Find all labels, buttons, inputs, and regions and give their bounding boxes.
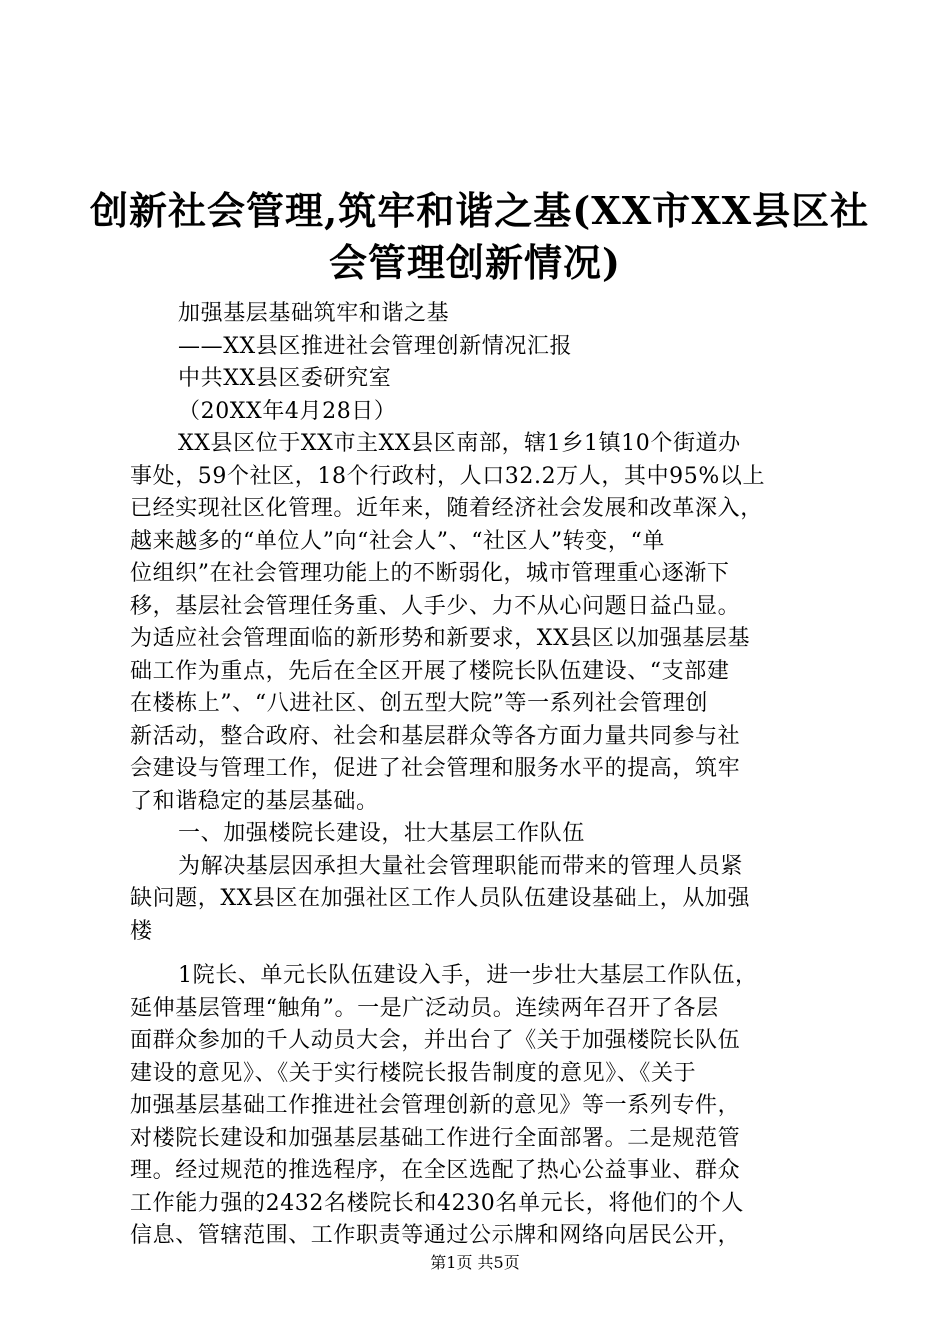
body-line: 移，基层社会管理任务重、人手少、力不从心问题日益凸显。 xyxy=(130,593,741,619)
body-line: 对楼院长建设和加强基层基础工作进行全面部署。二是规范管 xyxy=(130,1125,741,1151)
body-line: 为适应社会管理面临的新形势和新要求，XX县区以加强基层基 xyxy=(130,626,751,651)
body-line: 加强基层基础工作推进社会管理创新的意见》等一系列专件， xyxy=(130,1093,741,1118)
author-org: 中共XX县区委研究室 xyxy=(178,366,392,391)
body-line: 理。经过规范的推选程序，在全区选配了热心公益事业、群众 xyxy=(130,1158,741,1183)
body-line: 面群众参加的千人动员大会，并出台了《关于加强楼院长队伍 xyxy=(130,1028,741,1053)
body-line: 信息、管辖范围、工作职责等通过公示牌和网络向居民公开， xyxy=(130,1223,741,1248)
body-line: 事处，59个社区，18个行政村，人口32.2万人，其中95%以上 xyxy=(130,463,766,489)
body-line: 楼 xyxy=(130,918,153,944)
body-line: 缺问题，XX县区在加强社区工作人员队伍建设基础上，从加强 xyxy=(130,886,751,911)
document-body xyxy=(130,298,830,1253)
body-line: 了和谐稳定的基层基础。 xyxy=(130,788,379,814)
body-line: 越来越多的“单位人”向“社会人”、“社区人”转变，“单 xyxy=(130,528,665,554)
document-title-line-1: 创新社会管理,筑牢和谐之基(XX市XX县区社 xyxy=(90,188,870,233)
body-line: 建设的意见》、《关于实行楼院长报告制度的意见》、《关于 xyxy=(130,1060,697,1086)
body-line: 会建设与管理工作，促进了社会管理和服务水平的提高，筑牢 xyxy=(130,756,741,781)
paragraph-gap xyxy=(130,948,830,960)
body-line: 延伸基层管理“触角”。一是广泛动员。连续两年召开了各层 xyxy=(130,995,719,1021)
document-title-line-2: 会管理创新情况) xyxy=(329,240,621,285)
body-line: 为解决基层因承担大量社会管理职能而带来的管理人员紧 xyxy=(178,853,744,879)
body-line: 1院长、单元长队伍建设入手，进一步壮大基层工作队伍， xyxy=(178,963,758,988)
subtitle-report: ——XX县区推进社会管理创新情况汇报 xyxy=(178,333,573,359)
section-heading: 一、加强楼院长建设，壮大基层工作队伍 xyxy=(178,821,585,846)
date: （20XX年4月28日） xyxy=(178,398,397,424)
body-line: 新活动，整合政府、社会和基层群众等各方面力量共同参与社 xyxy=(130,723,741,749)
body-line: 工作能力强的2432名楼院长和4230名单元长，将他们的个人 xyxy=(130,1190,744,1216)
subtitle: 加强基层基础筑牢和谐之基 xyxy=(178,301,450,326)
body-line: XX县区位于XX市主XX县区南部，辖1乡1镇10个街道办 xyxy=(178,431,741,456)
body-line: 位组织”在社会管理功能上的不断弱化，城市管理重心逐渐下 xyxy=(130,561,730,586)
body-line: 在楼栋上”、“八进社区、创五型大院”等一系列社会管理创 xyxy=(130,691,708,716)
page-footer: 第1页 共5页 xyxy=(430,1253,520,1272)
body-line: 已经实现社区化管理。近年来，随着经济社会发展和改革深入， xyxy=(130,496,763,521)
body-line: 础工作为重点，先后在全区开展了楼院长队伍建设、“支部建 xyxy=(130,658,730,684)
